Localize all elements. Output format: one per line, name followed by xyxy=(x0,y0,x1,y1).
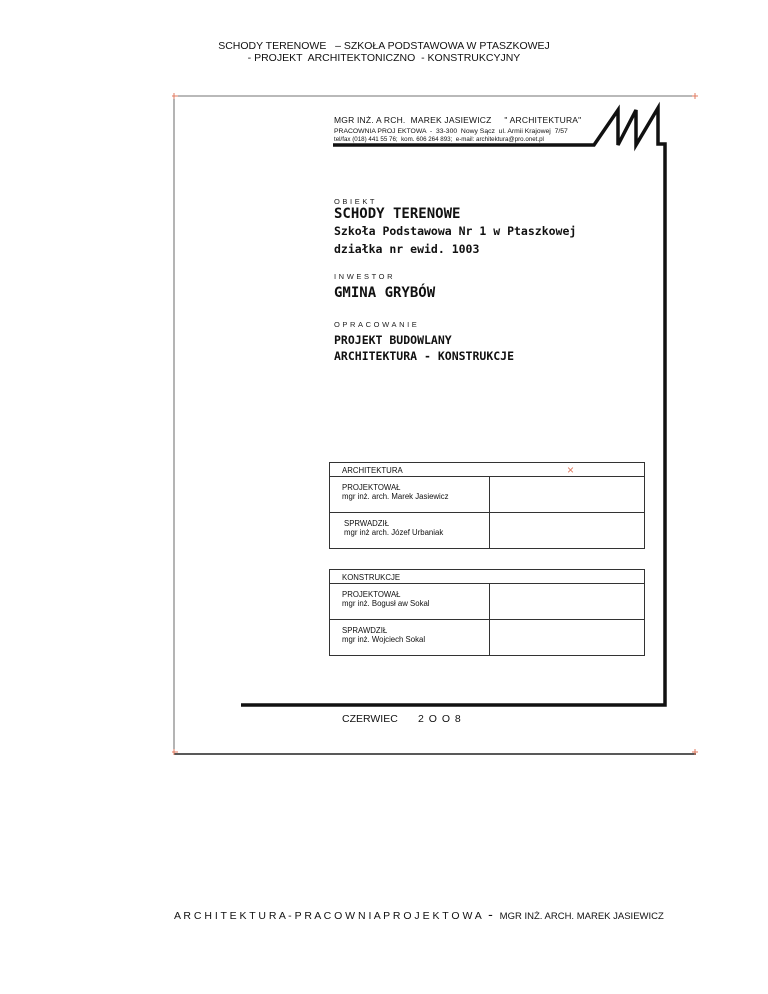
architecture-designer-cell xyxy=(330,477,490,513)
architecture-header-label: ARCHITEKTURA xyxy=(342,466,403,475)
architecture-checker-signature-cell xyxy=(490,513,645,549)
date-year: 2 O O 8 xyxy=(418,713,462,725)
construction-signature-table xyxy=(329,569,645,656)
architecture-checker-name: mgr inż arch. Józef Urbaniak xyxy=(344,528,444,537)
architecture-table-header xyxy=(330,463,645,477)
investor-name: GMINA GRYBÓW xyxy=(334,285,436,301)
office-name: MGR INŻ. A RCH. MAREK JASIEWICZ " ARCHITEKTURA" xyxy=(334,115,582,125)
architecture-signature-table xyxy=(329,462,645,549)
header-line-2: - PROJEKT ARCHITEKTONICZNO - KONSTRUKCYJNY xyxy=(247,52,521,64)
construction-designer-signature-cell xyxy=(490,584,645,620)
construction-checker-cell xyxy=(330,620,490,656)
footer-studio: A R C H I T E K T U R A - P R A C O W N I A P R O J E K T O W A xyxy=(174,910,482,922)
object-plot: działka nr ewid. 1003 xyxy=(334,242,480,256)
investor-caption: INWESTOR xyxy=(334,272,396,281)
architecture-designer-name: mgr inż. arch. Marek Jasiewicz xyxy=(342,492,449,501)
table-row xyxy=(330,513,645,549)
construction-checker-signature-cell xyxy=(490,620,645,656)
construction-designer-cell xyxy=(330,584,490,620)
construction-header-label: KONSTRUKCJE xyxy=(342,573,401,582)
office-address: PRACOWNIA PROJ EKTOWA - 33-300 Nowy Sącz ul. Armii Krajowej 7/57 xyxy=(334,128,568,135)
office-contact: tel/fax (018) 441 55 76; kom. 606 264 893; e-mail: architektura@pro.onet.pl xyxy=(334,136,544,143)
header-line-1: SCHODY TERENOWE – SZKOŁA PODSTAWOWA W PTASZKOWEJ xyxy=(218,40,550,52)
prepared-caption: OPRACOWANIE xyxy=(334,320,420,329)
footer-dash: - xyxy=(488,906,493,922)
construction-checker-role: SPRAWDZIŁ xyxy=(342,626,388,635)
footer-author: MGR INŻ. ARCH. MAREK JASIEWICZ xyxy=(499,911,664,922)
cross-mark-icon: × xyxy=(566,463,574,477)
construction-table-header xyxy=(330,570,645,584)
architecture-checker-role: SPRWADZIŁ xyxy=(344,519,390,528)
architecture-checker-cell xyxy=(330,513,490,549)
object-caption: OBIEKT xyxy=(334,197,378,206)
construction-designer-role: PROJEKTOWAŁ xyxy=(342,590,401,599)
table-row xyxy=(330,584,645,620)
document-footer xyxy=(174,906,664,922)
corner-mark-tl xyxy=(172,93,178,99)
construction-designer-name: mgr inż. Bogusł aw Sokal xyxy=(342,599,430,608)
date-month: CZERWIEC xyxy=(342,713,398,725)
table-row xyxy=(330,620,645,656)
object-school: Szkoła Podstawowa Nr 1 w Ptaszkowej xyxy=(334,224,577,238)
architecture-designer-signature-cell xyxy=(490,477,645,513)
office-block xyxy=(334,115,581,143)
architecture-designer-role: PROJEKTOWAŁ xyxy=(342,483,401,492)
prepared-line-1: PROJEKT BUDOWLANY xyxy=(334,333,452,347)
object-title: SCHODY TERENOWE xyxy=(334,206,461,222)
prepared-line-2: ARCHITEKTURA - KONSTRUKCJE xyxy=(334,349,515,363)
document-header xyxy=(0,40,768,64)
construction-checker-name: mgr inż. Wojciech Sokal xyxy=(342,635,426,644)
table-row xyxy=(330,477,645,513)
corner-mark-tr xyxy=(692,93,698,99)
